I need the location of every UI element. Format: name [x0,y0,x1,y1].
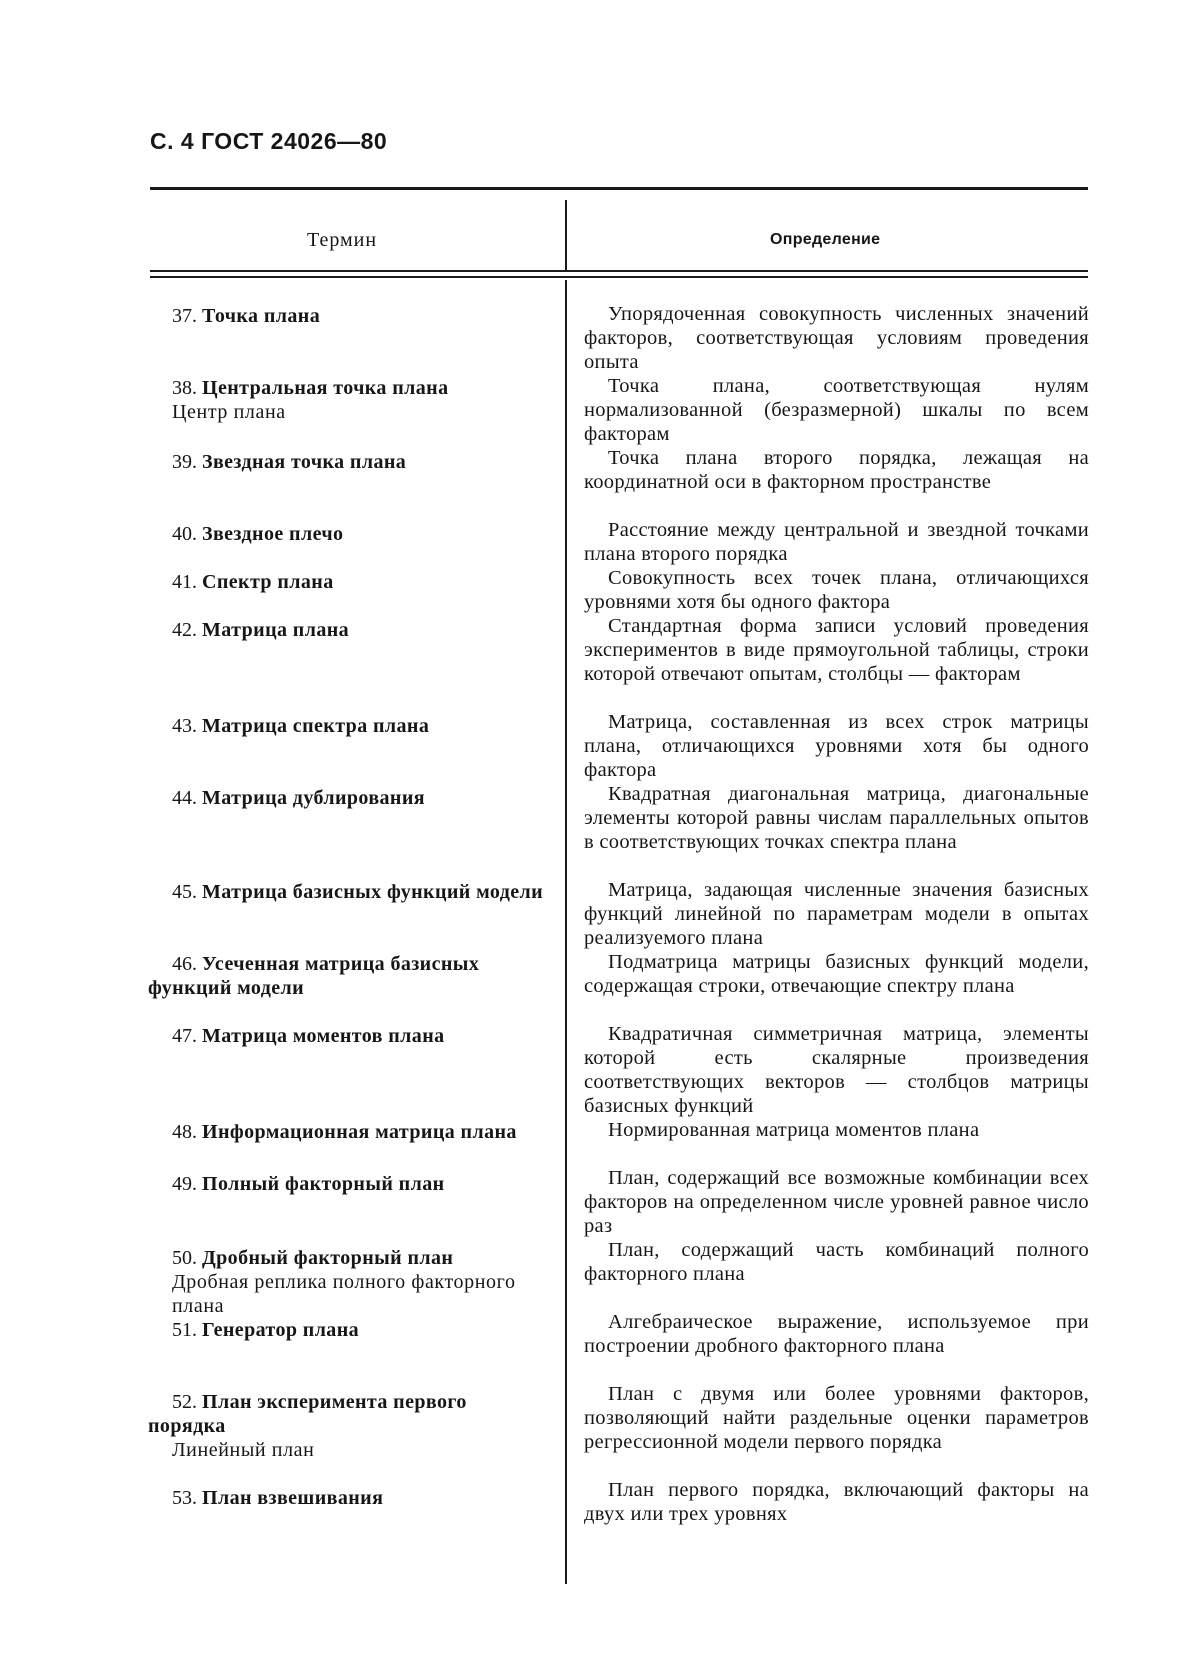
definition-50 [584,1238,1089,1286]
definition-text: Расстояние между центральной и звездной точками плана второго порядка [584,519,1089,565]
term-number: 50. [172,1247,197,1269]
definition-text: Упорядоченная совокупность численных значений факторов, соответствующая условиям проведения опыта [584,303,1089,373]
term-number: 46. [172,953,197,975]
term-number: 39. [172,451,197,473]
term-number: 44. [172,787,197,809]
definition-39 [584,446,1089,494]
term-name: Информационная матрица плана [202,1121,517,1143]
term-37 [148,304,546,328]
definition-44 [584,782,1089,854]
definition-text: Точка плана, соответствующая нулям нормализованной (безразмерной) шкалы по всем факторам [584,375,1089,445]
definition-48 [584,1118,1089,1142]
definition-text: Матрица, задающая численные значения базисных функций линейной по параметрам модели в опытах реализуемого плана [584,879,1089,949]
term-name: План эксперимента первого порядка [148,1391,467,1437]
definition-text: Алгебраическое выражение, используемое при построении дробного факторного плана [584,1311,1089,1357]
term-45 [148,880,546,904]
term-number: 42. [172,619,197,641]
term-number: 43. [172,715,197,737]
term-name: Матрица дублирования [202,787,425,809]
term-43 [148,714,546,738]
top-rule [150,187,1088,190]
term-name: Точка плана [202,305,321,327]
term-52 [148,1390,546,1462]
definition-text: План, содержащий все возможные комбинации всех факторов на определенном числе уровней равное число раз [584,1167,1089,1237]
definition-text: Нормированная матрица моментов плана [608,1119,980,1141]
term-number: 41. [172,571,197,593]
term-50 [148,1246,546,1318]
definition-51 [584,1310,1089,1358]
term-name: Матрица плана [202,619,350,641]
term-number: 52. [172,1391,197,1413]
definition-52 [584,1382,1089,1454]
definition-38 [584,374,1089,446]
column-header-term: Термин [307,229,378,251]
term-name: Генератор плана [202,1319,360,1341]
definition-46 [584,950,1089,998]
term-46 [148,952,546,1000]
definition-37 [584,302,1089,374]
term-number: 47. [172,1025,197,1047]
term-number: 38. [172,377,197,399]
term-name: Спектр плана [202,571,334,593]
term-number: 40. [172,523,197,545]
term-number: 53. [172,1487,197,1509]
term-name: Дробный факторный план [202,1247,454,1269]
term-47 [148,1024,546,1048]
term-synonym: Центр плана [172,401,286,423]
term-38 [148,376,546,424]
term-name: Центральная точка плана [202,377,449,399]
header-rule-1 [150,270,1088,272]
term-number: 45. [172,881,197,903]
term-name: Звездная точка плана [202,451,407,473]
term-51 [148,1318,546,1342]
term-name: Матрица спектра плана [202,715,430,737]
definition-45 [584,878,1089,950]
definition-text: План с двумя или более уровнями факторов, позволяющий найти раздельные оценки параметров регрессионной модели первого порядка [584,1383,1089,1453]
definition-47 [584,1022,1089,1118]
definition-40 [584,518,1089,566]
column-header-definition: Определение [770,231,881,248]
term-name: Усеченная матрица базисных функций модели [148,953,480,999]
definition-text: Подматрица матрицы базисных функций модели, содержащая строки, отвечающие спектру плана [584,951,1089,997]
definition-text: Квадратичная симметричная матрица, элементы которой есть скалярные произведения соответствующих векторов — столбцов матрицы базисных функций [584,1023,1089,1117]
header-rule-2 [150,276,1088,278]
term-name: Матрица моментов плана [202,1025,445,1047]
definition-43 [584,710,1089,782]
term-name: План взвешивания [202,1487,384,1509]
term-name: Звездное плечо [202,523,344,545]
term-44 [148,786,546,810]
term-synonym: Линейный план [172,1439,315,1461]
term-39 [148,450,546,474]
definition-text: Стандартная форма записи условий проведения экспериментов в виде прямоугольной таблицы, строки которой отвечают опытам, столбцы — факторам [584,615,1089,685]
definition-53 [584,1478,1089,1526]
definition-text: Точка плана второго порядка, лежащая на координатной оси в факторном пространстве [584,447,1089,493]
definition-49 [584,1166,1089,1238]
term-name: Полный факторный план [202,1173,445,1195]
definition-text: План, содержащий часть комбинаций полного факторного плана [584,1239,1089,1285]
definition-42 [584,614,1089,686]
term-48 [148,1120,546,1144]
term-41 [148,570,546,594]
term-number: 48. [172,1121,197,1143]
column-divider [565,200,567,270]
term-synonym: Дробная реплика полного факторного плана [172,1271,516,1317]
definition-text: Совокупность всех точек плана, отличающихся уровнями хотя бы одного фактора [584,567,1089,613]
definition-text: План первого порядка, включающий факторы на двух или трех уровнях [584,1479,1089,1525]
definition-text: Матрица, составленная из всех строк матрицы плана, отличающихся уровнями хотя бы одного фактора [584,711,1089,781]
page-header: С. 4 ГОСТ 24026—80 [150,128,388,154]
term-number: 51. [172,1319,197,1341]
term-number: 49. [172,1173,197,1195]
term-49 [148,1172,546,1196]
column-divider [565,280,567,1584]
term-number: 37. [172,305,197,327]
definition-41 [584,566,1089,614]
term-53 [148,1486,546,1510]
term-name: Матрица базисных функций модели [202,881,544,903]
term-42 [148,618,546,642]
definition-text: Квадратная диагональная матрица, диагональные элементы которой равны числам параллельных опытов в соответствующих точках спектра плана [584,783,1089,853]
term-40 [148,522,546,546]
